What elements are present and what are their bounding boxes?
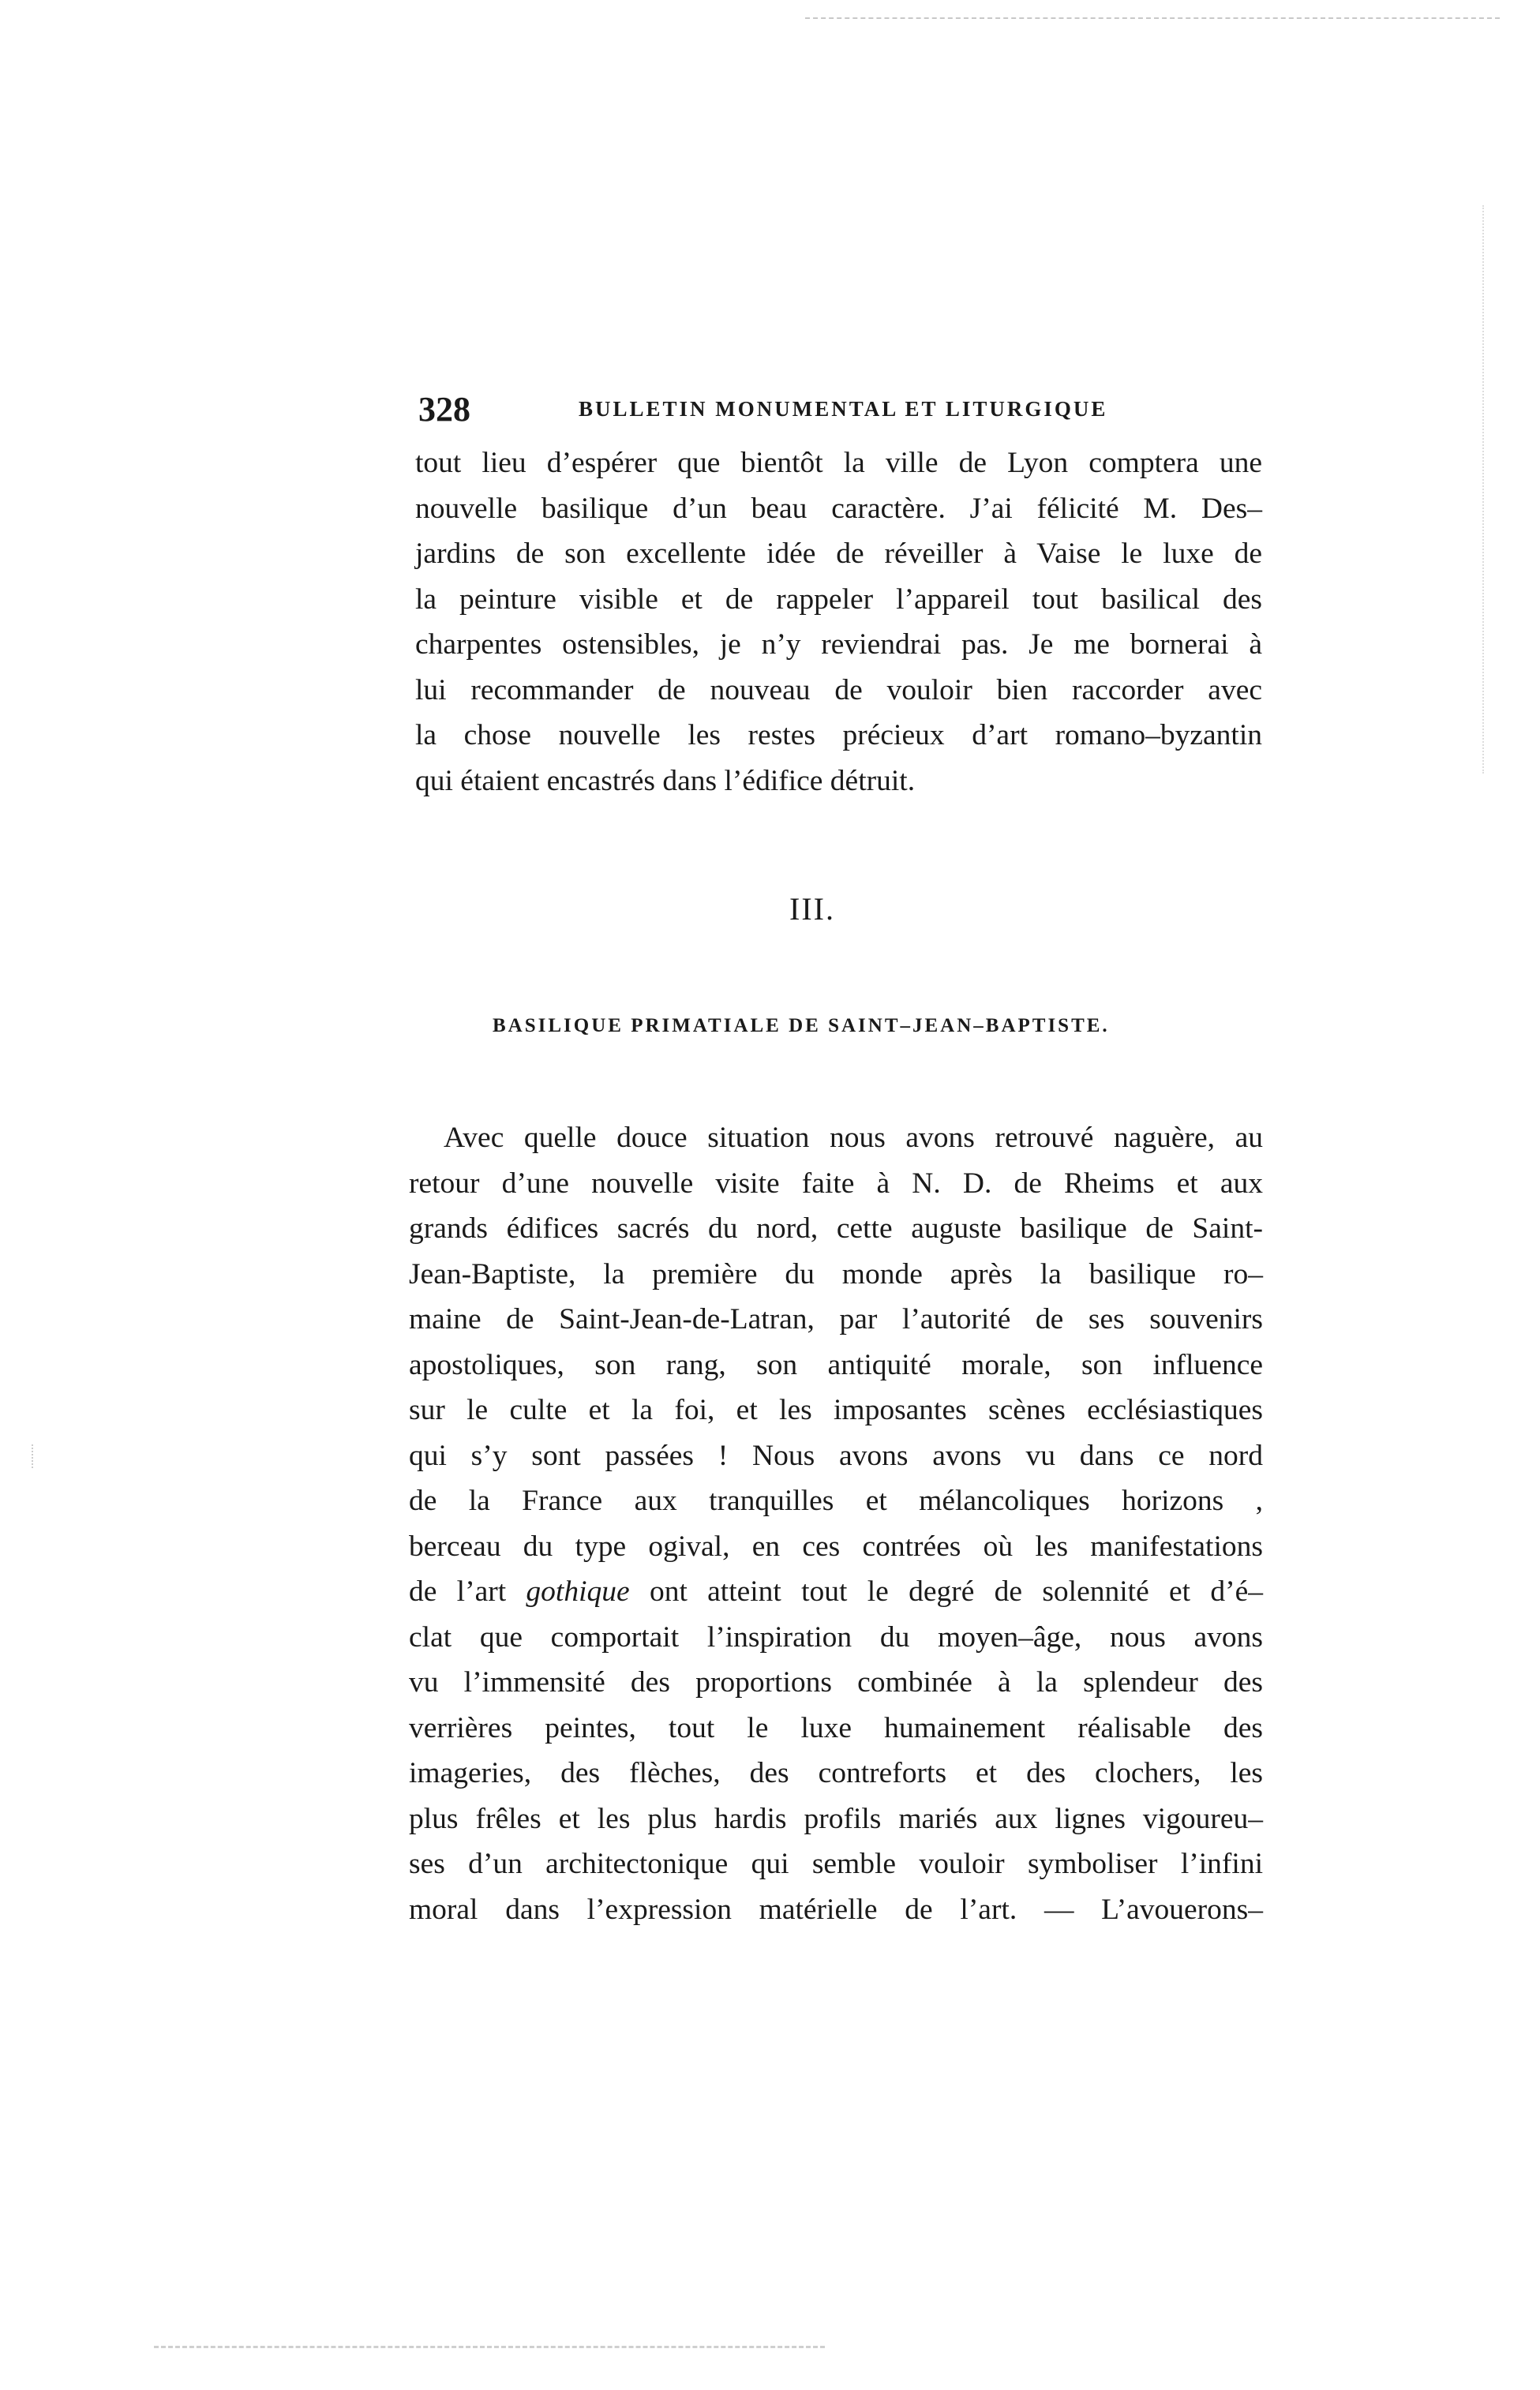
journal-title: BULLETIN MONUMENTAL ET LITURGIQUE <box>579 397 1108 421</box>
text-line: apostoliques, son rang, son antiquité morale, son influence <box>409 1348 1263 1381</box>
text-line: qui s’y sont passées ! Nous avons avons vu dans ce nord <box>409 1439 1263 1472</box>
text-line: imageries, des flèches, des contreforts et des clochers, les <box>409 1757 1263 1789</box>
text-line: moral dans l’expression matérielle de l’art. — L’avouerons– <box>409 1893 1263 1926</box>
text-line: qui étaient encastrés dans l’édifice détruit. <box>415 764 916 797</box>
text-line: maine de Saint-Jean-de-Latran, par l’autorité de ses souvenirs <box>409 1303 1263 1335</box>
text-line: grands édifices sacrés du nord, cette auguste basilique de Saint- <box>409 1212 1263 1245</box>
text-line: vu l’immensité des proportions combinée à la splendeur des <box>409 1666 1263 1699</box>
section-title: BASILIQUE PRIMATIALE DE SAINT–JEAN–BAPTISTE. <box>493 1015 1110 1036</box>
page-number: 328 <box>418 390 470 429</box>
scan-artifact-bottom <box>154 2346 825 2348</box>
text-line: nouvelle basilique d’un beau caractère. J’ai félicité M. Des– <box>415 492 1262 525</box>
scan-artifact-right <box>1482 205 1484 774</box>
section-number: III. <box>789 891 835 927</box>
text-line: jardins de son excellente idée de réveiller à Vaise le luxe de <box>415 538 1262 570</box>
text-line: charpentes ostensibles, je n’y reviendrai pas. Je me bornerai à <box>415 628 1262 661</box>
text-line: sur le culte et la foi, et les imposantes scènes ecclésiastiques <box>409 1394 1263 1426</box>
text-line <box>409 1115 1263 1161</box>
text-line: la peinture visible et de rappeler l’appareil tout basilical des <box>415 583 1262 616</box>
text-line: Jean-Baptiste, la première du monde après la basilique ro– <box>409 1257 1263 1291</box>
running-head <box>418 389 1279 429</box>
scan-artifact-left <box>32 1444 33 1468</box>
text-line: lui recommander de nouveau de vouloir bien raccorder avec <box>415 673 1262 706</box>
scan-artifact-top <box>805 17 1500 19</box>
text-line: ses d’un architectonique qui semble vouloir symboliser l’infini <box>409 1848 1263 1880</box>
text-line: de la France aux tranquilles et mélancoliques horizons , <box>409 1485 1263 1517</box>
italic-word: gothique <box>526 1575 630 1608</box>
paragraph-main <box>409 1115 1263 1932</box>
text-line-content: Avec quelle douce situation nous avons retrouvé naguère, au <box>444 1122 1263 1154</box>
text-line: tout lieu d’espérer que bientôt la ville de Lyon comptera une <box>415 447 1262 479</box>
text-line: clat que comportait l’inspiration du moyen–âge, nous avons <box>409 1620 1263 1654</box>
text-line: la chose nouvelle les restes précieux d’art romano–byzantin <box>415 719 1262 751</box>
text-line: de l’art gothique ont atteint tout le degré de solennité et d’é– <box>409 1575 1263 1608</box>
text-line: plus frêles et les plus hardis profils mariés aux lignes vigoureu– <box>409 1802 1263 1835</box>
text-line: berceau du type ogival, en ces contrées où les manifestations <box>409 1530 1263 1563</box>
text-line: verrières peintes, tout le luxe humainement réalisable des <box>409 1711 1263 1744</box>
paragraph-continuation <box>415 440 1262 804</box>
text-line: retour d’une nouvelle visite faite à N. D. de Rheims et aux <box>409 1167 1263 1200</box>
